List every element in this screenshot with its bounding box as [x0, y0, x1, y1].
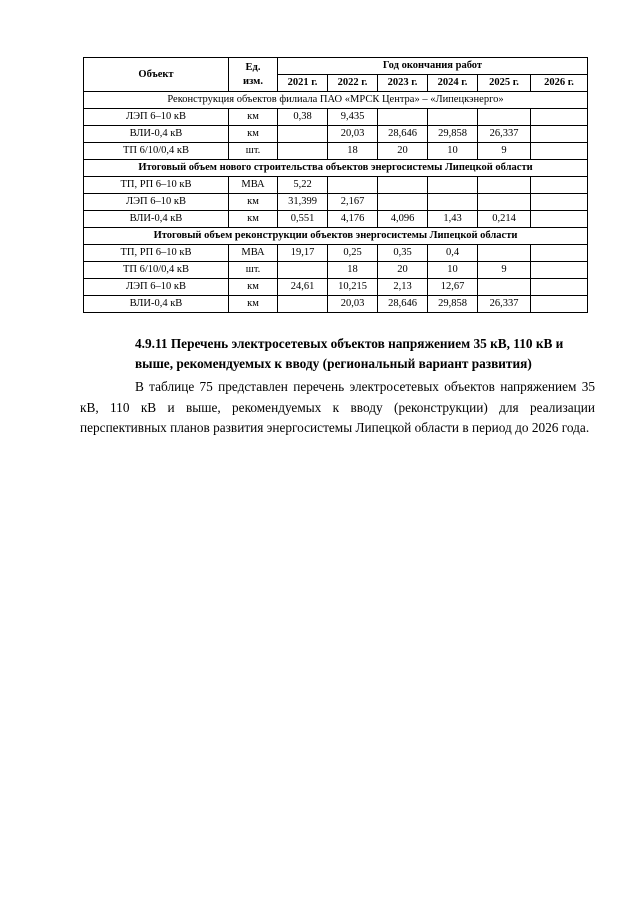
value-cell [531, 109, 588, 126]
value-cell: 20 [378, 143, 428, 160]
section-title: Итоговый объем нового строительства объектов энергосистемы Липецкой области [84, 160, 588, 177]
unit-cell: км [229, 279, 278, 296]
value-cell [478, 109, 531, 126]
value-cell: 12,67 [428, 279, 478, 296]
value-cell: 0,35 [378, 245, 428, 262]
unit-cell: км [229, 109, 278, 126]
value-cell [278, 126, 328, 143]
value-cell: 0,214 [478, 211, 531, 228]
value-cell: 4,096 [378, 211, 428, 228]
object-name-cell: ЛЭП 6–10 кВ [84, 194, 229, 211]
value-cell [531, 211, 588, 228]
value-cell: 26,337 [478, 126, 531, 143]
unit-cell: шт. [229, 262, 278, 279]
value-cell: 20,03 [328, 296, 378, 313]
body-paragraph: В таблице 75 представлен перечень электросетевых объектов напряжением 35 кВ, 110 кВ и выше, рекомендуемых к вводу (реконструкции) для реализации перспективных планов развития энергосистемы Липецкой области в период до 2026 года. [80, 379, 595, 435]
header-year: 2025 г. [478, 75, 531, 92]
unit-cell: км [229, 296, 278, 313]
value-cell: 0,551 [278, 211, 328, 228]
unit-cell: МВА [229, 245, 278, 262]
value-cell [531, 177, 588, 194]
table-row [84, 177, 588, 194]
value-cell [531, 194, 588, 211]
header-year: 2021 г. [278, 75, 328, 92]
value-cell [378, 194, 428, 211]
table-row [84, 279, 588, 296]
header-year: 2024 г. [428, 75, 478, 92]
header-year: 2026 г. [531, 75, 588, 92]
value-cell: 20 [378, 262, 428, 279]
value-cell: 9 [478, 262, 531, 279]
section-heading-line1: 4.9.11 Перечень электросетевых объектов напряжением 35 кВ, 110 кВ и [135, 336, 564, 351]
object-name-cell: ВЛИ-0,4 кВ [84, 126, 229, 143]
value-cell: 2,167 [328, 194, 378, 211]
unit-cell: км [229, 126, 278, 143]
header-year-group: Год окончания работ [278, 58, 588, 75]
section-row [84, 160, 588, 177]
value-cell: 9,435 [328, 109, 378, 126]
value-cell [428, 194, 478, 211]
section-row [84, 228, 588, 245]
object-name-cell: ЛЭП 6–10 кВ [84, 109, 229, 126]
table-row [84, 211, 588, 228]
value-cell: 5,22 [278, 177, 328, 194]
value-cell [278, 296, 328, 313]
value-cell: 29,858 [428, 126, 478, 143]
value-cell [478, 194, 531, 211]
section-heading-line2: выше, рекомендуемых к вводу (региональный вариант развития) [135, 356, 532, 371]
value-cell: 20,03 [328, 126, 378, 143]
table-body [84, 92, 588, 313]
value-cell [531, 143, 588, 160]
header-year: 2023 г. [378, 75, 428, 92]
object-name-cell: ТП 6/10/0,4 кВ [84, 262, 229, 279]
unit-cell: шт. [229, 143, 278, 160]
value-cell [328, 177, 378, 194]
table-row [84, 126, 588, 143]
value-cell: 18 [328, 143, 378, 160]
object-name-cell: ВЛИ-0,4 кВ [84, 296, 229, 313]
header-object: Объект [84, 58, 229, 92]
value-cell: 29,858 [428, 296, 478, 313]
table-row [84, 143, 588, 160]
value-cell [428, 177, 478, 194]
value-cell: 31,399 [278, 194, 328, 211]
object-name-cell: ТП, РП 6–10 кВ [84, 177, 229, 194]
value-cell [278, 143, 328, 160]
value-cell: 19,17 [278, 245, 328, 262]
object-name-cell: ТП 6/10/0,4 кВ [84, 143, 229, 160]
section-row [84, 92, 588, 109]
value-cell: 28,646 [378, 296, 428, 313]
unit-cell: МВА [229, 177, 278, 194]
object-name-cell: ЛЭП 6–10 кВ [84, 279, 229, 296]
value-cell [278, 262, 328, 279]
value-cell [478, 245, 531, 262]
value-cell [531, 279, 588, 296]
value-cell: 24,61 [278, 279, 328, 296]
table-row [84, 262, 588, 279]
value-cell: 28,646 [378, 126, 428, 143]
value-cell: 10 [428, 143, 478, 160]
value-cell: 0,25 [328, 245, 378, 262]
value-cell [428, 109, 478, 126]
value-cell [531, 262, 588, 279]
value-cell: 10 [428, 262, 478, 279]
table-row [84, 109, 588, 126]
section-heading [135, 334, 595, 374]
section-title: Реконструкция объектов филиала ПАО «МРСК Центра» – «Липецкэнерго» [84, 92, 588, 109]
object-name-cell: ВЛИ-0,4 кВ [84, 211, 229, 228]
value-cell: 2,13 [378, 279, 428, 296]
table-row [84, 245, 588, 262]
value-cell [531, 245, 588, 262]
unit-cell: км [229, 194, 278, 211]
header-unit-line2: изм. [243, 75, 263, 87]
value-cell [531, 126, 588, 143]
value-cell [378, 177, 428, 194]
table-row [84, 194, 588, 211]
works-table [83, 57, 588, 313]
table-header [84, 58, 588, 92]
value-cell [478, 177, 531, 194]
value-cell: 0,4 [428, 245, 478, 262]
value-cell: 4,176 [328, 211, 378, 228]
section-title: Итоговый объем реконструкции объектов энергосистемы Липецкой области [84, 228, 588, 245]
table-row [84, 296, 588, 313]
object-name-cell: ТП, РП 6–10 кВ [84, 245, 229, 262]
value-cell: 1,43 [428, 211, 478, 228]
value-cell: 26,337 [478, 296, 531, 313]
value-cell [478, 279, 531, 296]
value-cell: 9 [478, 143, 531, 160]
value-cell [531, 296, 588, 313]
value-cell: 18 [328, 262, 378, 279]
value-cell: 10,215 [328, 279, 378, 296]
unit-cell: км [229, 211, 278, 228]
value-cell: 0,38 [278, 109, 328, 126]
value-cell [378, 109, 428, 126]
header-unit [229, 58, 278, 92]
header-unit-line1: Ед. [245, 61, 261, 73]
header-year: 2022 г. [328, 75, 378, 92]
